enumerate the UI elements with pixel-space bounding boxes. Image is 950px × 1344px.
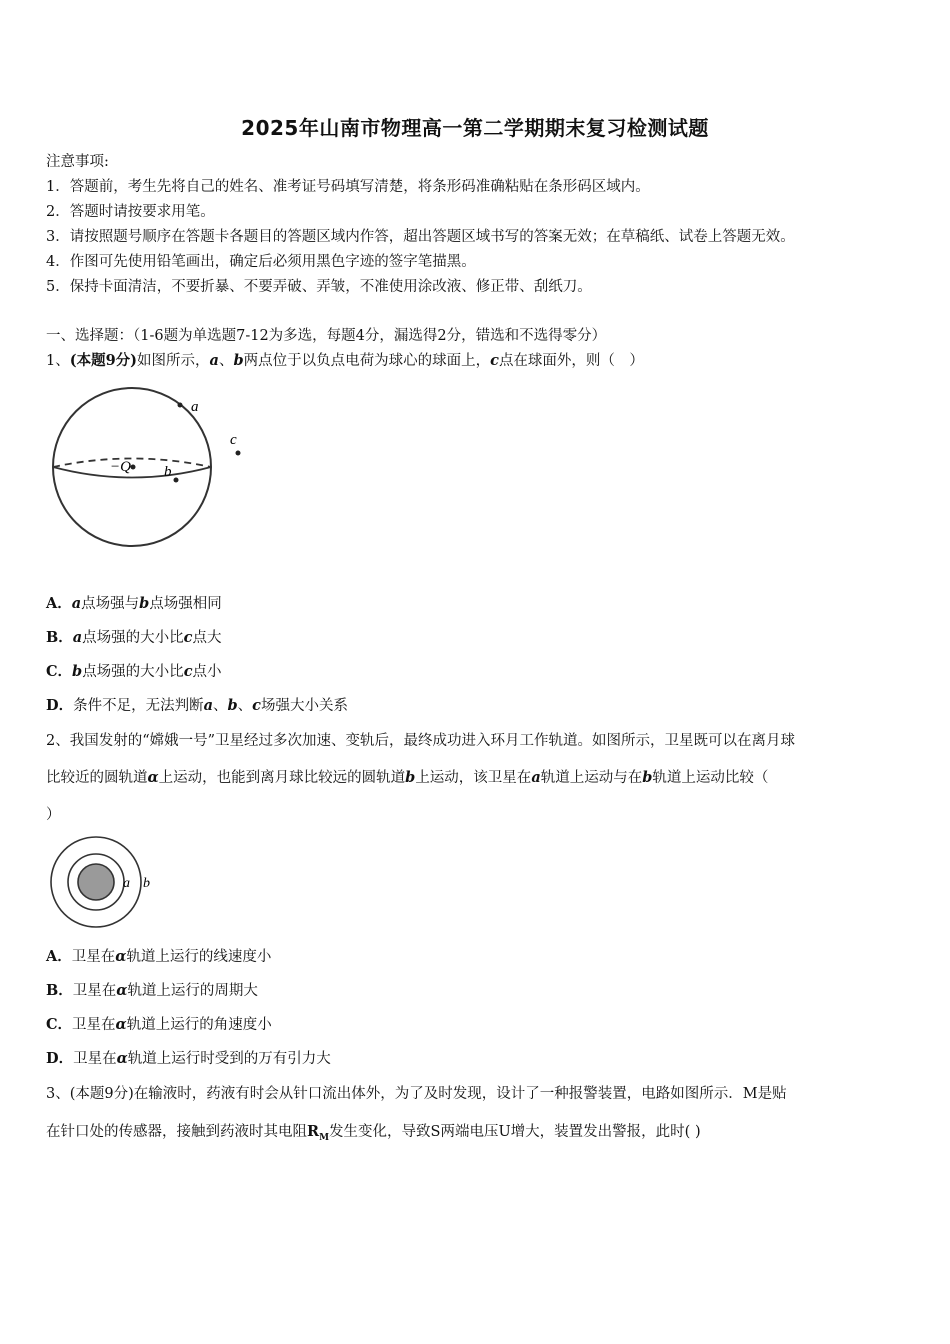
q1-option-b[interactable]: B．a点场强的大小比c点大 (46, 629, 222, 646)
point-b (174, 478, 179, 483)
notice-item: 4．作图可先使用铅笔画出，确定后必须用黑色字迹的签字笔描黑。 (46, 254, 476, 270)
question-3-line-2: 在针口处的传感器，接触到药液时其电阻$R_M$发生变化，导致S两端电压U增大，装置发出警报，此时( ) (46, 1123, 701, 1143)
question-2-line-1: 2、我国发射的“嫦娥一号”卫星经过多次加速、变轨后，最终成功进入环月工作轨道。如图所示，卫星既可以在离月球 (46, 733, 796, 749)
orbit-figure (44, 834, 156, 932)
q1-option-d[interactable]: D．条件不足，无法判断a、b、c场强大小关系 (46, 697, 348, 714)
section-heading: 一、选择题：（1-6题为单选题7-12为多选，每题4分，漏选得2分，错选和不选得零分） (46, 328, 607, 344)
notice-item: 3．请按照题号顺序在答题卡各题目的答题区域内作答，超出答题区域书写的答案无效；在草稿纸、试卷上答题无效。 (46, 229, 795, 245)
label-q: −Q (110, 459, 131, 475)
charge-center (131, 465, 136, 470)
point-c (236, 451, 241, 456)
question-1-stem: 1、(本题9分)如图所示，a、b两点位于以负点电荷为球心的球面上，c点在球面外，则（ ） (46, 352, 644, 369)
label-orbit-b: b (143, 876, 150, 891)
q1-option-c[interactable]: C．b点场强的大小比c点小 (46, 663, 222, 680)
moon (78, 864, 114, 900)
q2-option-c[interactable]: C．卫星在α轨道上运行的角速度小 (46, 1016, 272, 1033)
notice-item: 1．答题前，考生先将自己的姓名、准考证号码填写清楚，将条形码准确粘贴在条形码区域内。 (46, 179, 650, 195)
label-b: b (164, 464, 172, 480)
notice-item: 5．保持卡面清洁，不要折暴、不要弄破、弄皱，不准使用涂改液、修正带、刮纸刀。 (46, 279, 592, 295)
question-2-line-3: ） (46, 807, 61, 823)
label-a: a (191, 399, 199, 415)
q2-option-d[interactable]: D．卫星在α轨道上运行时受到的万有引力大 (46, 1050, 331, 1067)
label-c: c (230, 432, 237, 448)
question-2-line-2: 比较近的圆轨道α上运动，也能到离月球比较远的圆轨道b上运动，该卫星在a轨道上运动与在b轨道上运动比较（ (46, 769, 769, 786)
question-3-line-1: 3、(本题9分)在输液时，药液有时会从针口流出体外，为了及时发现，设计了一种报警装置，电路如图所示．M是贴 (46, 1086, 787, 1102)
q2-option-a[interactable]: A．卫星在α轨道上运行的线速度小 (46, 948, 272, 965)
q1-option-a[interactable]: A．a点场强与b点场强相同 (46, 595, 222, 612)
label-orbit-a: a (123, 876, 130, 891)
sphere-figure (48, 385, 258, 560)
q2-option-b[interactable]: B．卫星在α轨道上运行的周期大 (46, 982, 258, 999)
point-a (178, 403, 183, 408)
notice-item: 2．答题时请按要求用笔。 (46, 204, 215, 220)
notice-heading: 注意事项: (46, 154, 109, 170)
page-title: 2025年山南市物理高一第二学期期末复习检测试题 (241, 116, 709, 140)
